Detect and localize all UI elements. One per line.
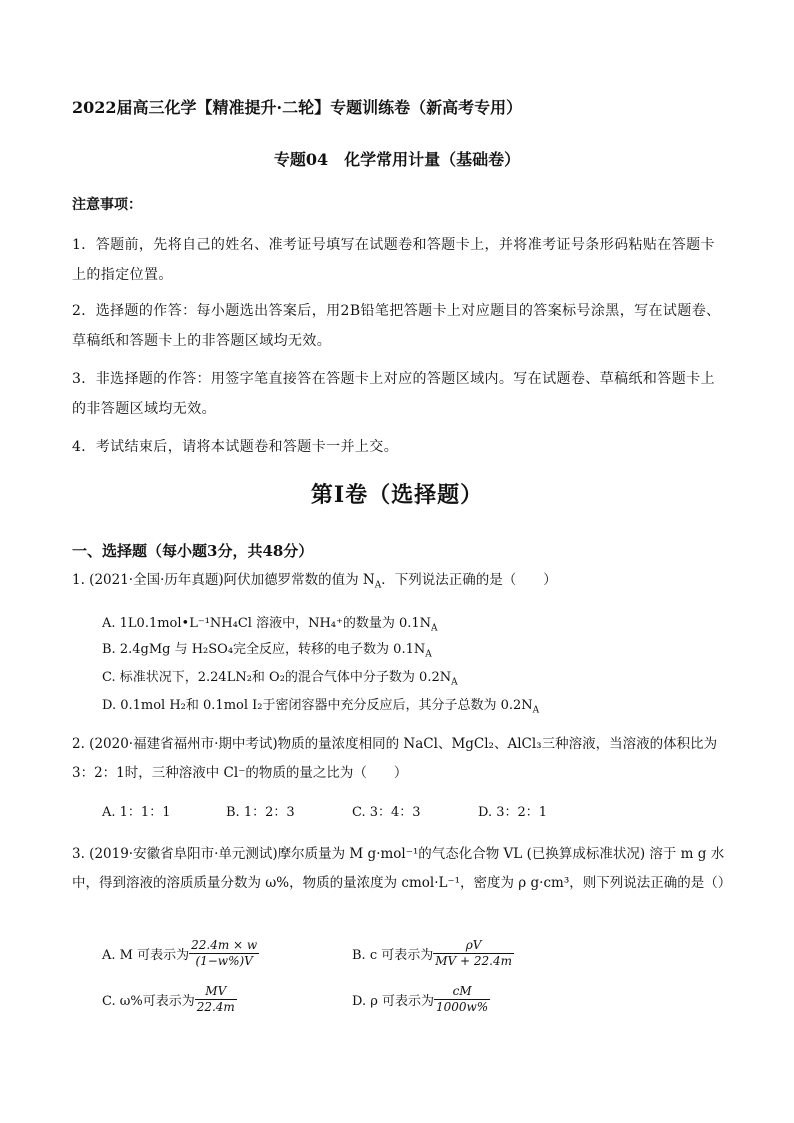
question-1-option-a[interactable]: A. 1L0.1mol•L⁻¹NH₄Cl 溶液中，NH₄⁺的数量为 $0.1N_A$ — [102, 616, 438, 634]
notice-item-3: 3．非选择题的作答：用签字笔直接答在答题卡上对应的答题区域内。写在试题卷、草稿纸和答题卡上的非答题区域均无效。 — [72, 371, 715, 417]
question-2-option-d[interactable]: D. 3：2：1 — [478, 805, 548, 820]
document-title: 2022届高三化学【精准提升·二轮】专题训练卷（新高考专用） — [72, 98, 523, 117]
question-3-option-d[interactable] — [352, 984, 490, 1015]
question-1-option-c[interactable]: C. 标准状况下，2.24LN₂和 O₂的混合气体中分子数为 $0.2N_A$ — [102, 670, 458, 688]
part-heading: 一、选择题（每小题3分，共48分） — [72, 542, 314, 560]
option-b-fraction: $\frac{\rho V}{MV + 22.4m}$ — [435, 938, 512, 968]
option-a-fraction: $\frac{22.4m \times w}{(1-w\%)V}$ — [191, 938, 258, 968]
notice-heading: 注意事项： — [72, 197, 142, 213]
question-3-option-a[interactable] — [102, 938, 259, 969]
question-1-option-b[interactable]: B. 2.4gMg 与 H₂SO₄完全反应，转移的电子数为 $0.1N_A$ — [102, 642, 432, 660]
question-1-stem: 1. (2021·全国·历年真题)阿伏加德罗常数的值为 $N_A$．下列说法正确的是（ ） — [72, 572, 557, 591]
question-3-stem: 3. (2019·安徽省阜阳市·单元测试)摩尔质量为 M g·mol⁻¹的气态化合物 VL (已换算成标准状况) 溶于 m g 水中，得到溶液的溶质质量分数为 ω%，物质的量浓度为 cmol·L⁻¹，密度为 ρ g·cm³，则下列说法正确的是（） — [72, 846, 732, 891]
question-1-option-d[interactable]: D. 0.1mol H₂和 0.1mol I₂于密闭容器中充分反应后，其分子总数为 $0.2N_A$ — [102, 698, 540, 716]
question-2-option-c[interactable]: C. 3：4：3 — [352, 805, 421, 820]
question-2-option-a[interactable]: A. 1：1：1 — [102, 805, 171, 820]
section-title: 第Ⅰ卷（选择题） — [310, 482, 484, 508]
option-d-label: D. ρ 可表示为 — [352, 994, 434, 1009]
notice-item-4: 4．考试结束后，请将本试题卷和答题卡一并上交。 — [72, 439, 399, 455]
document-subtitle: 专题04 化学常用计量（基础卷） — [273, 150, 521, 169]
notice-item-2: 2．选择题的作答：每小题选出答案后，用2B铅笔把答题卡上对应题目的答案标号涂黑，写在试题卷、草稿纸和答题卡上的非答题区域均无效。 — [72, 303, 721, 349]
option-d-fraction: $\frac{cM}{1000w\%}$ — [436, 984, 489, 1014]
option-c-label: C. ω%可表示为 — [102, 994, 195, 1009]
notice-item-1: 1．答题前，先将自己的姓名、准考证号填写在试题卷和答题卡上，并将准考证号条形码粘贴在答题卡上的指定位置。 — [72, 237, 715, 283]
option-c-fraction: $\frac{MV}{22.4m}$ — [196, 984, 235, 1014]
option-b-label: B. c 可表示为 — [352, 948, 434, 963]
option-a-label: A. M 可表示为 — [102, 948, 190, 963]
question-3-option-b[interactable] — [352, 938, 514, 969]
question-2-option-b[interactable]: B. 1：2：3 — [226, 805, 295, 820]
question-3-option-c[interactable] — [102, 984, 237, 1015]
question-2-stem: 2. (2020·福建省福州市·期中考试)物质的量浓度相同的 NaCl、MgCl₂、AlCl₃三种溶液，当溶液的体积比为 3：2：1时，三种溶液中 Cl⁻的物质的量之比为（ ） — [72, 736, 718, 781]
